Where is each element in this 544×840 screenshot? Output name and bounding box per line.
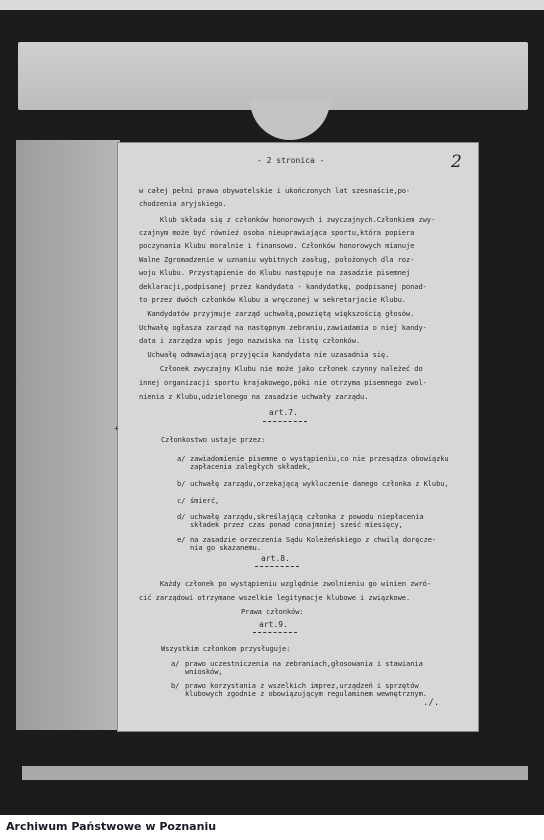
- article-9-heading: art.9.: [259, 620, 288, 629]
- list-marker: b/: [177, 479, 186, 488]
- list-marker: a/: [177, 454, 186, 463]
- list-marker: d/: [177, 512, 186, 521]
- text-line: nienia z Klubu,udzielonego na zasadzie uchwały zarządu.: [139, 392, 369, 401]
- list-marker: a/: [171, 659, 180, 668]
- text-line: Klub składa się z członków honorowych i zwyczajnych.Członkiem zwy-: [139, 215, 436, 224]
- film-frame-notch: [250, 100, 330, 140]
- handwritten-page-number: 2: [451, 152, 462, 172]
- rights-heading: Prawa członków:: [241, 607, 304, 616]
- list-item-text: prawo korzystania z wszelkich imprez,urządzeń i sprzętów: [185, 681, 419, 690]
- text-line: w całej pełni prawa obywatelskie i ukończonych lat szesnaście,po-: [139, 186, 411, 195]
- adjacent-page-edge: [16, 140, 120, 730]
- heading-underline: [255, 566, 299, 569]
- list-item-text: uchwałę zarządu,orzekającą wykluczenie danego członka z Klubu,: [190, 479, 449, 488]
- article-7-heading: art.7.: [269, 408, 298, 417]
- text-line: Uchwałę ogłasza zarząd na następnym zebraniu,zawiadamia o niej kandy-: [139, 323, 427, 332]
- page-header: - 2 stronica -: [257, 156, 325, 165]
- list-item-text: prawo uczestniczenia na zebraniach,głosowania i stawiania: [185, 659, 423, 668]
- end-mark: ./.: [423, 698, 440, 708]
- article-8-heading: art.8.: [261, 554, 290, 563]
- film-frame-bottom: [22, 766, 528, 780]
- margin-mark: +: [114, 424, 119, 433]
- text-line: Walne Zgromadzenie w uznaniu wybitnych zasług, położonych dla roz-: [139, 255, 415, 264]
- text-line: data i zarządza wpis jego nazwiska na listę członków.: [139, 336, 361, 345]
- text-line: woju Klubu. Przystąpienie do Klubu następuje na zasadzie pisemnej: [139, 268, 411, 277]
- text-line: Uchwałę odmawiającą przyjęcia kandydata nie uzasadnia się.: [139, 350, 390, 359]
- text-line: to przez dwóch członków Klubu a wręczonej w sekretarjacie Klubu.: [139, 295, 406, 304]
- list-item-text: zawiadomienie pisemne o wystąpieniu,co nie przesądza obowiązku: [190, 454, 449, 463]
- scan-top-strip: [0, 0, 544, 10]
- text-line: czajnym może być również osoba nieuprawiająca sportu,która popiera: [139, 228, 415, 237]
- text-line: cić zarządowi otrzymane wszelkie legitymacje klubowe i związkowe.: [139, 593, 411, 602]
- text-line: Kandydatów przyjmuje zarząd uchwałą,powziętą większością głosów.: [139, 309, 415, 318]
- list-item-text: nia go skazanemu.: [190, 543, 261, 552]
- list-item-text: wniosków,: [185, 667, 223, 676]
- text-line: poczynania Klubu moralnie i finansowo. Członków honorowych mianuje: [139, 241, 415, 250]
- list-marker: c/: [177, 496, 186, 505]
- list-item-text: na zasadzie orzeczenia Sądu Koleżeńskiego z chwilą doręcze-: [190, 535, 437, 544]
- list-item-text: składek przez czas ponad conajmniej sześć miesięcy,: [190, 520, 403, 529]
- list-item-text: śmierć,: [190, 496, 220, 505]
- archive-name: Archiwum Państwowe w Poznaniu: [6, 820, 217, 833]
- heading-underline: [253, 632, 297, 635]
- text-line: innej organizacji sportu krajakowego,póki nie otrzyma pisemnego zwol-: [139, 378, 427, 387]
- list-item-text: uchwałę zarządu,skreślającą członka z powodu niepłacenia: [190, 512, 424, 521]
- list-marker: b/: [171, 681, 180, 690]
- list-item-text: klubowych zgodnie z obowiązującym regulaminem wewnętrznym.: [185, 689, 427, 698]
- archive-footer: [0, 815, 544, 840]
- list-item-text: zapłacenia zaległych składek,: [190, 462, 311, 471]
- text-line: Członek zwyczajny Klubu nie może jako członek czynny należeć do: [139, 364, 423, 373]
- text-line: Członkostwo ustaje przez:: [161, 435, 266, 444]
- text-line: deklaracji,podpisanej przez kandydata - kandydatkę, podpisanej ponad-: [139, 282, 427, 291]
- text-line: Każdy członek po wystąpieniu względnie zwolnieniu go winien zwró-: [139, 579, 431, 588]
- list-marker: e/: [177, 535, 186, 544]
- text-line: Wszystkim członkom przysługuje:: [161, 644, 291, 653]
- document-page: [114, 142, 479, 732]
- heading-underline: [263, 421, 307, 424]
- text-line: chodzenia aryjskiego.: [139, 199, 227, 208]
